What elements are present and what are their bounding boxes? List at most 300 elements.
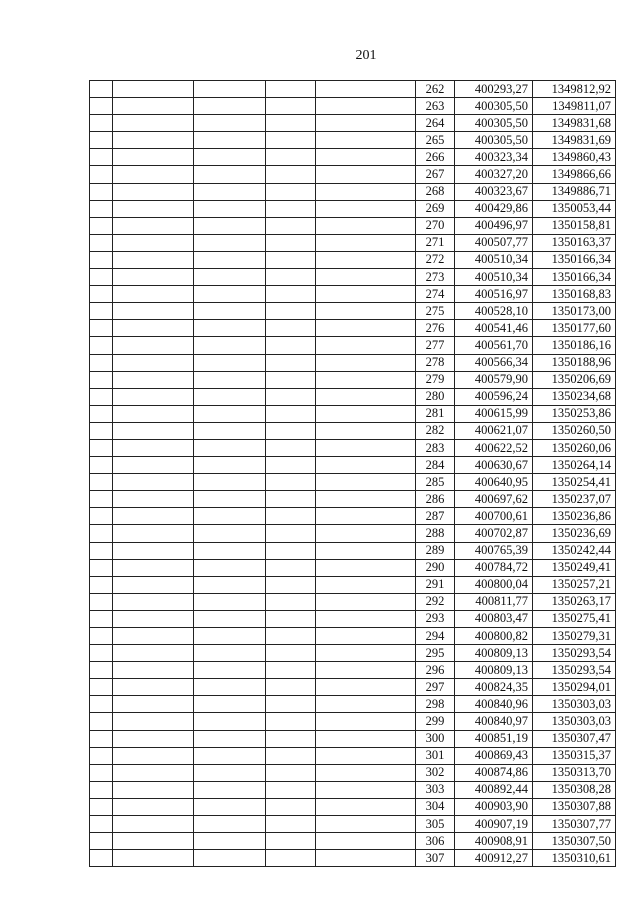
empty-cell bbox=[194, 269, 266, 286]
empty-cell bbox=[90, 388, 113, 405]
empty-cell bbox=[194, 286, 266, 303]
empty-cell bbox=[316, 269, 416, 286]
table-row bbox=[90, 764, 616, 781]
empty-cell bbox=[113, 816, 194, 833]
point-number-cell: 269 bbox=[416, 200, 455, 217]
empty-cell bbox=[194, 354, 266, 371]
empty-cell bbox=[316, 439, 416, 456]
point-number-cell: 299 bbox=[416, 713, 455, 730]
empty-cell bbox=[266, 183, 316, 200]
empty-cell bbox=[316, 251, 416, 268]
y-coordinate-cell: 1350188,96 bbox=[533, 354, 616, 371]
x-coordinate-cell: 400700,61 bbox=[455, 508, 533, 525]
empty-cell bbox=[113, 542, 194, 559]
y-coordinate-cell: 1350186,16 bbox=[533, 337, 616, 354]
empty-cell bbox=[90, 98, 113, 115]
table-row bbox=[90, 798, 616, 815]
empty-cell bbox=[266, 166, 316, 183]
empty-cell bbox=[194, 149, 266, 166]
empty-cell bbox=[90, 645, 113, 662]
empty-cell bbox=[316, 816, 416, 833]
empty-cell bbox=[90, 405, 113, 422]
empty-cell bbox=[90, 422, 113, 439]
empty-cell bbox=[194, 388, 266, 405]
empty-cell bbox=[90, 696, 113, 713]
empty-cell bbox=[316, 593, 416, 610]
empty-cell bbox=[266, 833, 316, 850]
empty-cell bbox=[113, 354, 194, 371]
empty-cell bbox=[113, 200, 194, 217]
empty-cell bbox=[266, 217, 316, 234]
point-number-cell: 301 bbox=[416, 747, 455, 764]
table-row bbox=[90, 81, 616, 98]
empty-cell bbox=[90, 576, 113, 593]
empty-cell bbox=[266, 730, 316, 747]
empty-cell bbox=[316, 781, 416, 798]
y-coordinate-cell: 1350294,01 bbox=[533, 679, 616, 696]
empty-cell bbox=[316, 798, 416, 815]
empty-cell bbox=[316, 422, 416, 439]
empty-cell bbox=[194, 200, 266, 217]
empty-cell bbox=[316, 320, 416, 337]
y-coordinate-cell: 1350158,81 bbox=[533, 217, 616, 234]
table-row bbox=[90, 576, 616, 593]
empty-cell bbox=[113, 645, 194, 662]
point-number-cell: 290 bbox=[416, 559, 455, 576]
table-row bbox=[90, 132, 616, 149]
empty-cell bbox=[316, 525, 416, 542]
x-coordinate-cell: 400516,97 bbox=[455, 286, 533, 303]
x-coordinate-cell: 400765,39 bbox=[455, 542, 533, 559]
empty-cell bbox=[316, 491, 416, 508]
point-number-cell: 277 bbox=[416, 337, 455, 354]
point-number-cell: 267 bbox=[416, 166, 455, 183]
x-coordinate-cell: 400851,19 bbox=[455, 730, 533, 747]
empty-cell bbox=[90, 286, 113, 303]
x-coordinate-cell: 400874,86 bbox=[455, 764, 533, 781]
x-coordinate-cell: 400323,34 bbox=[455, 149, 533, 166]
point-number-cell: 307 bbox=[416, 850, 455, 867]
empty-cell bbox=[266, 713, 316, 730]
y-coordinate-cell: 1349831,68 bbox=[533, 115, 616, 132]
table-row bbox=[90, 303, 616, 320]
x-coordinate-cell: 400510,34 bbox=[455, 251, 533, 268]
empty-cell bbox=[316, 628, 416, 645]
table-row bbox=[90, 474, 616, 491]
empty-cell bbox=[316, 610, 416, 627]
empty-cell bbox=[194, 371, 266, 388]
y-coordinate-cell: 1350310,61 bbox=[533, 850, 616, 867]
empty-cell bbox=[90, 457, 113, 474]
empty-cell bbox=[113, 166, 194, 183]
empty-cell bbox=[266, 303, 316, 320]
empty-cell bbox=[113, 696, 194, 713]
y-coordinate-cell: 1350166,34 bbox=[533, 251, 616, 268]
empty-cell bbox=[266, 559, 316, 576]
empty-cell bbox=[194, 662, 266, 679]
empty-cell bbox=[113, 149, 194, 166]
empty-cell bbox=[90, 234, 113, 251]
empty-cell bbox=[113, 422, 194, 439]
table-row bbox=[90, 645, 616, 662]
empty-cell bbox=[90, 662, 113, 679]
table-row bbox=[90, 610, 616, 627]
y-coordinate-cell: 1350260,50 bbox=[533, 422, 616, 439]
table-row bbox=[90, 98, 616, 115]
table-row bbox=[90, 422, 616, 439]
y-coordinate-cell: 1350308,28 bbox=[533, 781, 616, 798]
table-row bbox=[90, 662, 616, 679]
empty-cell bbox=[90, 115, 113, 132]
y-coordinate-cell: 1350315,37 bbox=[533, 747, 616, 764]
point-number-cell: 281 bbox=[416, 405, 455, 422]
y-coordinate-cell: 1350307,88 bbox=[533, 798, 616, 815]
empty-cell bbox=[316, 217, 416, 234]
point-number-cell: 285 bbox=[416, 474, 455, 491]
empty-cell bbox=[194, 132, 266, 149]
empty-cell bbox=[316, 542, 416, 559]
point-number-cell: 288 bbox=[416, 525, 455, 542]
empty-cell bbox=[194, 98, 266, 115]
y-coordinate-cell: 1350249,41 bbox=[533, 559, 616, 576]
point-number-cell: 266 bbox=[416, 149, 455, 166]
empty-cell bbox=[266, 781, 316, 798]
x-coordinate-cell: 400496,97 bbox=[455, 217, 533, 234]
empty-cell bbox=[266, 747, 316, 764]
point-number-cell: 305 bbox=[416, 816, 455, 833]
empty-cell bbox=[113, 234, 194, 251]
table-row bbox=[90, 286, 616, 303]
y-coordinate-cell: 1350293,54 bbox=[533, 645, 616, 662]
empty-cell bbox=[194, 576, 266, 593]
empty-cell bbox=[266, 764, 316, 781]
y-coordinate-cell: 1350253,86 bbox=[533, 405, 616, 422]
empty-cell bbox=[266, 405, 316, 422]
point-number-cell: 262 bbox=[416, 81, 455, 98]
y-coordinate-cell: 1349812,92 bbox=[533, 81, 616, 98]
empty-cell bbox=[266, 508, 316, 525]
empty-cell bbox=[90, 337, 113, 354]
table-row bbox=[90, 696, 616, 713]
empty-cell bbox=[266, 645, 316, 662]
point-number-cell: 292 bbox=[416, 593, 455, 610]
empty-cell bbox=[316, 132, 416, 149]
point-number-cell: 278 bbox=[416, 354, 455, 371]
empty-cell bbox=[266, 81, 316, 98]
point-number-cell: 270 bbox=[416, 217, 455, 234]
empty-cell bbox=[113, 388, 194, 405]
empty-cell bbox=[316, 645, 416, 662]
table-row bbox=[90, 354, 616, 371]
empty-cell bbox=[90, 166, 113, 183]
empty-cell bbox=[266, 234, 316, 251]
empty-cell bbox=[113, 764, 194, 781]
empty-cell bbox=[316, 115, 416, 132]
empty-cell bbox=[113, 183, 194, 200]
empty-cell bbox=[90, 730, 113, 747]
table-row bbox=[90, 679, 616, 696]
empty-cell bbox=[90, 781, 113, 798]
empty-cell bbox=[113, 439, 194, 456]
table-row bbox=[90, 269, 616, 286]
empty-cell bbox=[266, 149, 316, 166]
y-coordinate-cell: 1349866,66 bbox=[533, 166, 616, 183]
empty-cell bbox=[194, 696, 266, 713]
y-coordinate-cell: 1350236,86 bbox=[533, 508, 616, 525]
empty-cell bbox=[194, 303, 266, 320]
x-coordinate-cell: 400803,47 bbox=[455, 610, 533, 627]
point-number-cell: 271 bbox=[416, 234, 455, 251]
table-row bbox=[90, 405, 616, 422]
point-number-cell: 273 bbox=[416, 269, 455, 286]
table-row bbox=[90, 747, 616, 764]
empty-cell bbox=[316, 166, 416, 183]
table-row bbox=[90, 816, 616, 833]
point-number-cell: 304 bbox=[416, 798, 455, 815]
table-row bbox=[90, 251, 616, 268]
x-coordinate-cell: 400809,13 bbox=[455, 645, 533, 662]
x-coordinate-cell: 400908,91 bbox=[455, 833, 533, 850]
empty-cell bbox=[113, 628, 194, 645]
empty-cell bbox=[90, 713, 113, 730]
y-coordinate-cell: 1349831,69 bbox=[533, 132, 616, 149]
empty-cell bbox=[266, 337, 316, 354]
x-coordinate-cell: 400615,99 bbox=[455, 405, 533, 422]
empty-cell bbox=[266, 798, 316, 815]
empty-cell bbox=[90, 183, 113, 200]
table-row bbox=[90, 850, 616, 867]
empty-cell bbox=[90, 371, 113, 388]
empty-cell bbox=[194, 183, 266, 200]
point-number-cell: 284 bbox=[416, 457, 455, 474]
point-number-cell: 291 bbox=[416, 576, 455, 593]
empty-cell bbox=[194, 764, 266, 781]
empty-cell bbox=[113, 457, 194, 474]
empty-cell bbox=[316, 371, 416, 388]
empty-cell bbox=[266, 371, 316, 388]
point-number-cell: 283 bbox=[416, 439, 455, 456]
point-number-cell: 268 bbox=[416, 183, 455, 200]
y-coordinate-cell: 1350293,54 bbox=[533, 662, 616, 679]
empty-cell bbox=[316, 747, 416, 764]
empty-cell bbox=[266, 115, 316, 132]
empty-cell bbox=[316, 388, 416, 405]
empty-cell bbox=[266, 593, 316, 610]
point-number-cell: 272 bbox=[416, 251, 455, 268]
table-row bbox=[90, 439, 616, 456]
table-row bbox=[90, 508, 616, 525]
empty-cell bbox=[90, 816, 113, 833]
y-coordinate-cell: 1350053,44 bbox=[533, 200, 616, 217]
empty-cell bbox=[113, 593, 194, 610]
empty-cell bbox=[113, 474, 194, 491]
empty-cell bbox=[90, 200, 113, 217]
empty-cell bbox=[194, 81, 266, 98]
empty-cell bbox=[194, 525, 266, 542]
x-coordinate-cell: 400305,50 bbox=[455, 115, 533, 132]
x-coordinate-cell: 400800,04 bbox=[455, 576, 533, 593]
empty-cell bbox=[194, 115, 266, 132]
empty-cell bbox=[194, 422, 266, 439]
empty-cell bbox=[113, 98, 194, 115]
x-coordinate-cell: 400800,82 bbox=[455, 628, 533, 645]
x-coordinate-cell: 400840,96 bbox=[455, 696, 533, 713]
point-number-cell: 279 bbox=[416, 371, 455, 388]
point-number-cell: 295 bbox=[416, 645, 455, 662]
empty-cell bbox=[266, 98, 316, 115]
y-coordinate-cell: 1350263,17 bbox=[533, 593, 616, 610]
empty-cell bbox=[316, 474, 416, 491]
empty-cell bbox=[90, 81, 113, 98]
empty-cell bbox=[90, 833, 113, 850]
empty-cell bbox=[113, 337, 194, 354]
empty-cell bbox=[266, 388, 316, 405]
x-coordinate-cell: 400596,24 bbox=[455, 388, 533, 405]
empty-cell bbox=[113, 286, 194, 303]
x-coordinate-cell: 400630,67 bbox=[455, 457, 533, 474]
y-coordinate-cell: 1350313,70 bbox=[533, 764, 616, 781]
empty-cell bbox=[266, 850, 316, 867]
empty-cell bbox=[316, 234, 416, 251]
empty-cell bbox=[194, 679, 266, 696]
y-coordinate-cell: 1350177,60 bbox=[533, 320, 616, 337]
empty-cell bbox=[194, 166, 266, 183]
point-number-cell: 280 bbox=[416, 388, 455, 405]
y-coordinate-cell: 1350279,31 bbox=[533, 628, 616, 645]
empty-cell bbox=[316, 559, 416, 576]
y-coordinate-cell: 1350307,77 bbox=[533, 816, 616, 833]
x-coordinate-cell: 400622,52 bbox=[455, 439, 533, 456]
x-coordinate-cell: 400566,34 bbox=[455, 354, 533, 371]
table-row bbox=[90, 559, 616, 576]
empty-cell bbox=[113, 405, 194, 422]
empty-cell bbox=[316, 662, 416, 679]
empty-cell bbox=[316, 508, 416, 525]
empty-cell bbox=[266, 491, 316, 508]
table-row bbox=[90, 337, 616, 354]
empty-cell bbox=[90, 542, 113, 559]
x-coordinate-cell: 400293,27 bbox=[455, 81, 533, 98]
point-number-cell: 293 bbox=[416, 610, 455, 627]
empty-cell bbox=[194, 337, 266, 354]
x-coordinate-cell: 400305,50 bbox=[455, 98, 533, 115]
x-coordinate-cell: 400579,90 bbox=[455, 371, 533, 388]
y-coordinate-cell: 1350254,41 bbox=[533, 474, 616, 491]
y-coordinate-cell: 1349860,43 bbox=[533, 149, 616, 166]
empty-cell bbox=[90, 508, 113, 525]
empty-cell bbox=[90, 610, 113, 627]
empty-cell bbox=[113, 610, 194, 627]
y-coordinate-cell: 1350234,68 bbox=[533, 388, 616, 405]
empty-cell bbox=[90, 764, 113, 781]
empty-cell bbox=[113, 679, 194, 696]
empty-cell bbox=[194, 645, 266, 662]
empty-cell bbox=[194, 816, 266, 833]
empty-cell bbox=[194, 439, 266, 456]
y-coordinate-cell: 1350275,41 bbox=[533, 610, 616, 627]
empty-cell bbox=[194, 405, 266, 422]
x-coordinate-cell: 400903,90 bbox=[455, 798, 533, 815]
point-number-cell: 287 bbox=[416, 508, 455, 525]
empty-cell bbox=[194, 474, 266, 491]
point-number-cell: 282 bbox=[416, 422, 455, 439]
empty-cell bbox=[113, 371, 194, 388]
empty-cell bbox=[113, 730, 194, 747]
y-coordinate-cell: 1349886,71 bbox=[533, 183, 616, 200]
empty-cell bbox=[266, 474, 316, 491]
empty-cell bbox=[194, 457, 266, 474]
empty-cell bbox=[113, 81, 194, 98]
empty-cell bbox=[266, 422, 316, 439]
empty-cell bbox=[194, 491, 266, 508]
empty-cell bbox=[316, 764, 416, 781]
table-row bbox=[90, 628, 616, 645]
point-number-cell: 263 bbox=[416, 98, 455, 115]
empty-cell bbox=[316, 183, 416, 200]
x-coordinate-cell: 400824,35 bbox=[455, 679, 533, 696]
point-number-cell: 275 bbox=[416, 303, 455, 320]
empty-cell bbox=[266, 679, 316, 696]
x-coordinate-cell: 400809,13 bbox=[455, 662, 533, 679]
table-row bbox=[90, 234, 616, 251]
x-coordinate-cell: 400429,86 bbox=[455, 200, 533, 217]
empty-cell bbox=[316, 730, 416, 747]
point-number-cell: 298 bbox=[416, 696, 455, 713]
empty-cell bbox=[113, 115, 194, 132]
empty-cell bbox=[90, 798, 113, 815]
y-coordinate-cell: 1349811,07 bbox=[533, 98, 616, 115]
x-coordinate-cell: 400327,20 bbox=[455, 166, 533, 183]
empty-cell bbox=[113, 320, 194, 337]
empty-cell bbox=[266, 610, 316, 627]
empty-cell bbox=[266, 525, 316, 542]
empty-cell bbox=[113, 850, 194, 867]
empty-cell bbox=[194, 798, 266, 815]
point-number-cell: 294 bbox=[416, 628, 455, 645]
empty-cell bbox=[266, 269, 316, 286]
x-coordinate-cell: 400869,43 bbox=[455, 747, 533, 764]
coordinates-table bbox=[89, 80, 616, 867]
point-number-cell: 289 bbox=[416, 542, 455, 559]
table-row bbox=[90, 593, 616, 610]
empty-cell bbox=[90, 354, 113, 371]
empty-cell bbox=[113, 525, 194, 542]
empty-cell bbox=[194, 217, 266, 234]
x-coordinate-cell: 400305,50 bbox=[455, 132, 533, 149]
empty-cell bbox=[90, 628, 113, 645]
empty-cell bbox=[113, 132, 194, 149]
table-row bbox=[90, 166, 616, 183]
empty-cell bbox=[113, 217, 194, 234]
table-row bbox=[90, 833, 616, 850]
point-number-cell: 302 bbox=[416, 764, 455, 781]
empty-cell bbox=[194, 850, 266, 867]
empty-cell bbox=[194, 730, 266, 747]
table-row bbox=[90, 183, 616, 200]
empty-cell bbox=[316, 303, 416, 320]
empty-cell bbox=[113, 269, 194, 286]
empty-cell bbox=[90, 491, 113, 508]
empty-cell bbox=[113, 559, 194, 576]
y-coordinate-cell: 1350260,06 bbox=[533, 439, 616, 456]
empty-cell bbox=[266, 628, 316, 645]
point-number-cell: 286 bbox=[416, 491, 455, 508]
empty-cell bbox=[194, 251, 266, 268]
empty-cell bbox=[316, 696, 416, 713]
empty-cell bbox=[194, 320, 266, 337]
empty-cell bbox=[113, 747, 194, 764]
empty-cell bbox=[266, 696, 316, 713]
